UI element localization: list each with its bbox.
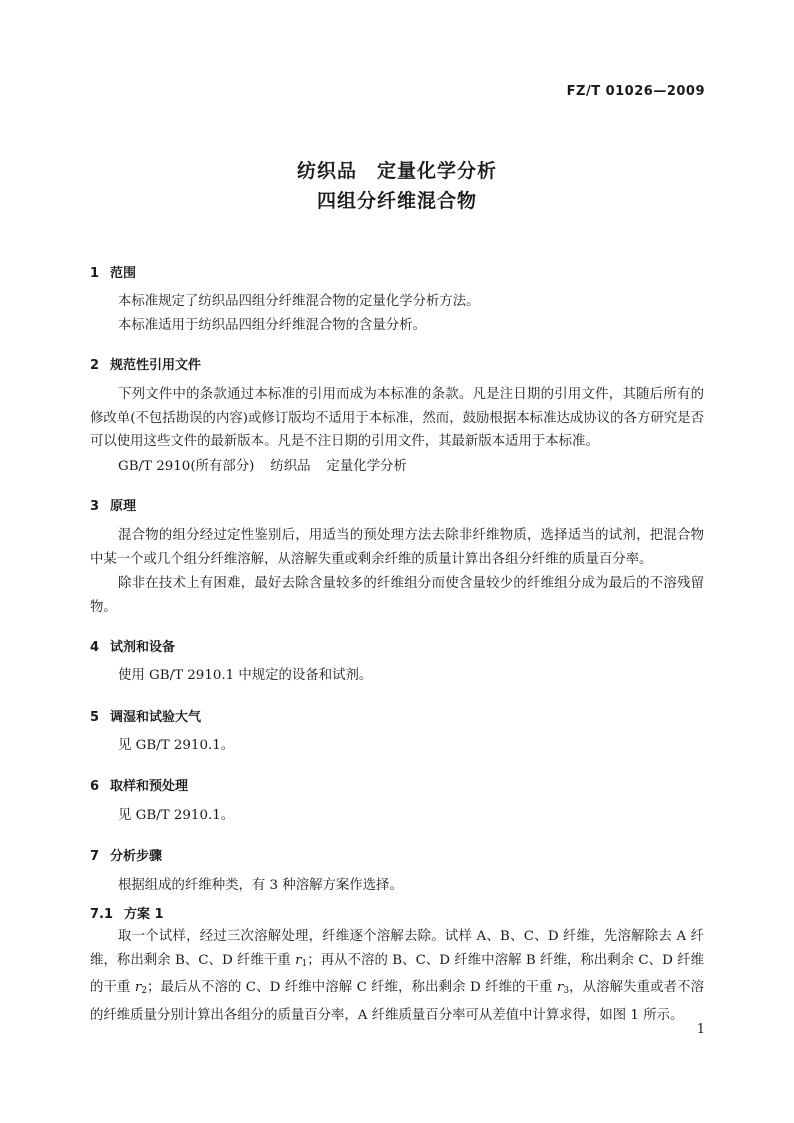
subscript: 2 xyxy=(141,986,147,996)
section-number: 2 xyxy=(90,358,100,373)
standard-code: FZ/T 01026—2009 xyxy=(566,84,705,99)
text-run: ；最后从不溶的 C、D 纤维中溶解 C 纤维，称出剩余 D 纤维的干重 xyxy=(146,980,557,995)
document-title-line2: 四组分纤维混合物 xyxy=(316,190,477,212)
section-number: 1 xyxy=(90,266,100,281)
paragraph: 下列文件中的条款通过本标准的引用而成为本标准的条款。凡是注日期的引用文件，其随后所有的修改单(不包括勘误的内容)或修订版均不适用于本标准，然而，鼓励根据本标准达成协议的各方研究是否可以使用这些文件的最新版本。凡是不注日期的引用文件，其最新版本适用于本标准。 xyxy=(90,387,704,449)
subsection-number: 7.1 xyxy=(90,907,114,922)
section-title: 分析步骤 xyxy=(110,849,163,864)
paragraph: 见 GB/T 2910.1。 xyxy=(118,808,235,823)
variable-r2: r xyxy=(134,980,142,995)
section-title: 范围 xyxy=(110,266,137,281)
section-heading xyxy=(90,775,188,794)
section-number: 5 xyxy=(90,710,100,725)
reference-title-a: 纺织品 xyxy=(270,459,311,474)
text-run: ；再从不溶的 B、C、D 纤维中溶解 B 纤维，称出剩余 C、D 纤维的干重 xyxy=(90,952,705,995)
section-number: 6 xyxy=(90,779,100,794)
paragraph xyxy=(90,925,704,1027)
paragraph: 本标准规定了纺织品四组分纤维混合物的定量化学分析方法。 xyxy=(118,294,480,309)
title-part-a: 纺织品 xyxy=(296,160,357,182)
page-number: 1 xyxy=(696,1022,705,1037)
text-run: 取一个试样，经过三次溶解处理，纤维逐个溶解去除。试样 A、B、C、D 纤维，先溶解除去 A 纤维，称出剩余 B、C、D 纤维干重 xyxy=(90,929,704,968)
section-heading xyxy=(90,354,201,373)
subscript: 1 xyxy=(301,958,308,969)
section-number: 4 xyxy=(90,640,100,655)
section-number: 7 xyxy=(90,849,100,864)
title-part-b: 定量化学分析 xyxy=(377,160,498,182)
paragraph: 使用 GB/T 2910.1 中规定的设备和试剂。 xyxy=(118,668,373,683)
section-title: 调湿和试验大气 xyxy=(110,710,202,725)
section-title: 规范性引用文件 xyxy=(110,358,202,373)
variable-r3: r xyxy=(556,980,564,995)
paragraph: 见 GB/T 2910.1。 xyxy=(118,738,235,753)
text-run: ，从溶解失重或者不溶的纤维质量分别计算出各组分的质量百分率，A 纤维质量百分率可从差值中计算求得，如图 1 所示。 xyxy=(90,980,704,1023)
section-title: 试剂和设备 xyxy=(110,640,176,655)
section-heading xyxy=(90,262,136,281)
section-heading xyxy=(90,636,175,655)
reference-title-b: 定量化学分析 xyxy=(326,459,407,474)
section-number: 3 xyxy=(90,499,100,514)
paragraph: 混合物的组分经过定性鉴别后，用适当的预处理方法去除非纤维物质，选择适当的试剂，把混合物中某一个或几个组分纤维溶解，从溶解失重或剩余纤维的质量计算出各组分纤维的质量百分率。 xyxy=(90,528,704,567)
document-title-line1 xyxy=(0,156,794,183)
variable-r1: r xyxy=(295,952,302,968)
section-title: 原理 xyxy=(110,499,137,514)
subscript: 3 xyxy=(563,986,570,996)
section-heading xyxy=(90,706,201,725)
section-title: 取样和预处理 xyxy=(110,779,189,794)
normative-reference xyxy=(118,455,732,479)
paragraph: 根据组成的纤维种类，有 3 种溶解方案作选择。 xyxy=(118,878,403,893)
section-heading xyxy=(90,845,162,864)
paragraph: 除非在技术上有困难，最好去除含量较多的纤维组分而使含量较少的纤维组分成为最后的不溶残留物。 xyxy=(90,576,704,615)
subsection-heading xyxy=(90,903,164,922)
subsection-title: 方案 1 xyxy=(124,907,164,922)
section-heading xyxy=(90,495,136,514)
paragraph: 本标准适用于纺织品四组分纤维混合物的含量分析。 xyxy=(118,318,426,333)
reference-code: GB/T 2910(所有部分) xyxy=(118,459,255,474)
